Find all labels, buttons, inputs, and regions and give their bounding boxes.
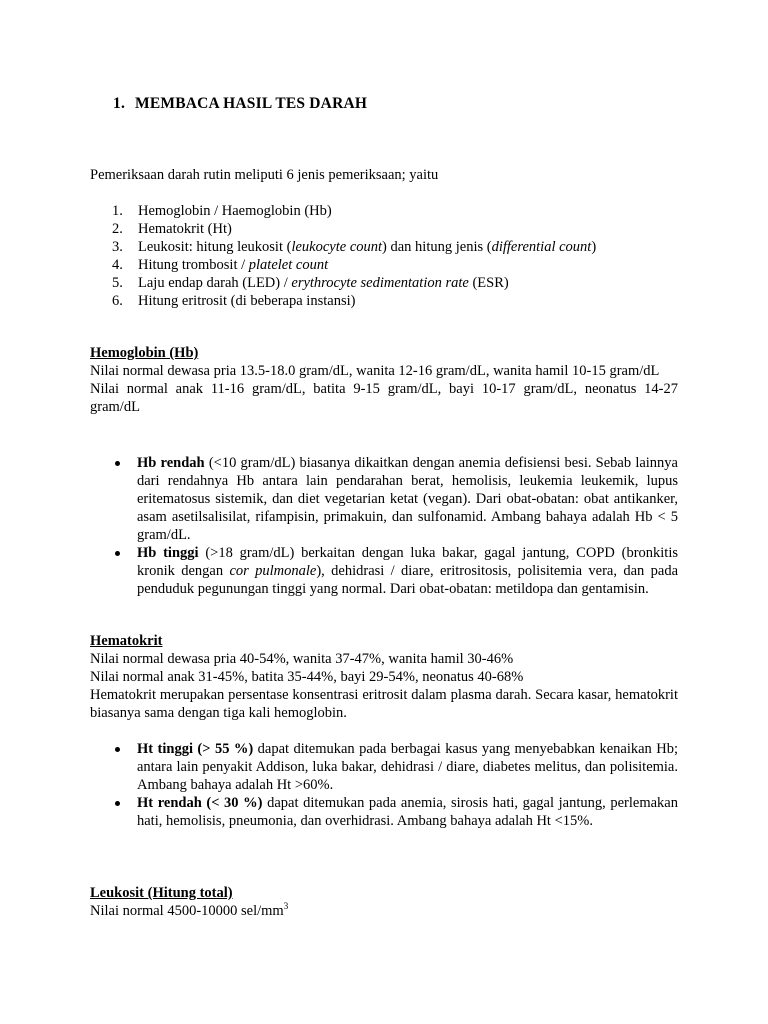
list-item — [90, 292, 678, 310]
bullet-icon — [115, 551, 120, 556]
list-number: 2. — [112, 221, 123, 237]
hematokrit-section — [90, 632, 678, 722]
section-title: Leukosit (Hitung total) — [90, 885, 233, 901]
normal-values-child: Nilai normal anak 31-45%, batita 35-44%, bayi 29-54%, neonatus 40-68% — [90, 669, 524, 685]
hematokrit-description: Hematokrit merupakan persentase konsentrasi eritrosit dalam plasma darah. Secara kasar, hematokrit biasanya sama dengan tiga kali hemoglobin. — [90, 687, 678, 721]
list-number: 6. — [112, 293, 123, 309]
list-italic-term: erythrocyte sedimentation rate — [291, 275, 469, 291]
list-italic-term: differential count — [491, 239, 592, 255]
list-number: 5. — [112, 275, 123, 291]
heading-number: 1. — [113, 95, 126, 112]
section-title: Hemoglobin (Hb) — [90, 345, 199, 361]
leukosit-section — [90, 884, 678, 920]
list-item — [90, 220, 678, 238]
bullet-icon — [115, 461, 120, 466]
bullet-text: ), dehidrasi / diare, eritrositosis, polisitemia vera, dan pada penduduk pegunungan tinggi yang normal. Dari obat-obatan: metildopa dan gentamisin. — [137, 563, 679, 597]
list-item — [90, 544, 678, 598]
list-item — [90, 202, 678, 220]
bullet-text: dapat ditemukan pada berbagai kasus yang menyebabkan kenaikan Hb; antara lain penyakit Addison, luka bakar, dehidrasi / diare, diabetes melitus, dan polisitemia. Ambang bahaya adalah Ht >60%. — [137, 741, 678, 793]
list-item — [90, 274, 678, 292]
bullet-icon — [115, 801, 120, 806]
bullet-italic-term: cor pulmonale — [229, 563, 317, 579]
superscript: 3 — [283, 901, 289, 911]
list-text: Hitung eritrosit (di beberapa instansi) — [138, 293, 356, 309]
normal-values-text: Nilai normal 4500-10000 sel/mm — [90, 903, 284, 919]
normal-values-child: Nilai normal anak 11-16 gram/dL, batita 9-15 gram/dL, bayi 10-17 gram/dL, neonatus 14-27 gram/dL — [90, 381, 678, 415]
bullet-label: Ht rendah (< 30 %) — [137, 795, 263, 811]
list-number: 3. — [112, 239, 123, 255]
bullet-label: Hb rendah — [137, 455, 205, 471]
normal-values-adult: Nilai normal dewasa pria 13.5-18.0 gram/dL, wanita 12-16 gram/dL, wanita hamil 10-15 gram/dL — [90, 363, 660, 379]
normal-values-adult: Nilai normal dewasa pria 40-54%, wanita 37-47%, wanita hamil 30-46% — [90, 651, 514, 667]
bullet-text: (<10 gram/dL) biasanya dikaitkan dengan anemia defisiensi besi. Sebab lainnya dari rendahnya Hb antara lain pendarahan berat, hemolisis, leukemia leukemik, lupus eritematosus sistemik, dan diet vegetarian ketat (vegan). Dari obat-obatan: obat antikanker, asam asetilsalisilat, rifampisin, primakuin, dan sulfonamid. Ambang bahaya adalah Hb < 5 gram/dL. — [137, 455, 678, 543]
list-italic-term: leukocyte count — [291, 239, 383, 255]
test-list — [90, 202, 678, 310]
section-title: Hematokrit — [90, 633, 163, 649]
list-number: 1. — [112, 203, 123, 219]
list-item — [90, 794, 678, 830]
list-text: Hematokrit (Ht) — [138, 221, 232, 237]
bullet-icon — [115, 747, 120, 752]
intro-paragraph: Pemeriksaan darah rutin meliputi 6 jenis pemeriksaan; yaitu — [90, 167, 439, 183]
bullet-label: Hb tinggi — [137, 545, 199, 561]
list-number: 4. — [112, 257, 123, 273]
list-text: Hemoglobin / Haemoglobin (Hb) — [138, 203, 332, 219]
list-text: Leukosit: hitung leukosit ( — [138, 239, 292, 255]
list-text: ) — [591, 239, 597, 255]
list-text: Laju endap darah (LED) / — [138, 275, 292, 291]
hemoglobin-bullets — [90, 454, 678, 598]
bullet-label: Ht tinggi (> 55 %) — [137, 741, 254, 757]
list-item — [90, 256, 678, 274]
list-item — [90, 238, 678, 256]
list-italic-term: platelet count — [248, 257, 329, 273]
hematokrit-bullets — [90, 740, 678, 830]
list-item — [90, 740, 678, 794]
normal-values — [90, 902, 678, 920]
hemoglobin-section — [90, 344, 678, 416]
list-text: Hitung trombosit / — [138, 257, 249, 273]
document-heading — [113, 95, 367, 113]
list-text: (ESR) — [468, 275, 509, 291]
list-text: ) dan hitung jenis ( — [382, 239, 492, 255]
heading-title: MEMBACA HASIL TES DARAH — [135, 95, 368, 112]
bullet-text: dapat ditemukan pada anemia, sirosis hati, gagal jantung, perlemakan hati, hemolisis, pneumonia, dan overhidrasi. Ambang bahaya adalah Ht <15%. — [137, 795, 678, 829]
list-item — [90, 454, 678, 544]
bullet-text: (>18 gram/dL) berkaitan dengan luka bakar, gagal jantung, COPD (bronkitis kronik dengan — [137, 545, 679, 579]
